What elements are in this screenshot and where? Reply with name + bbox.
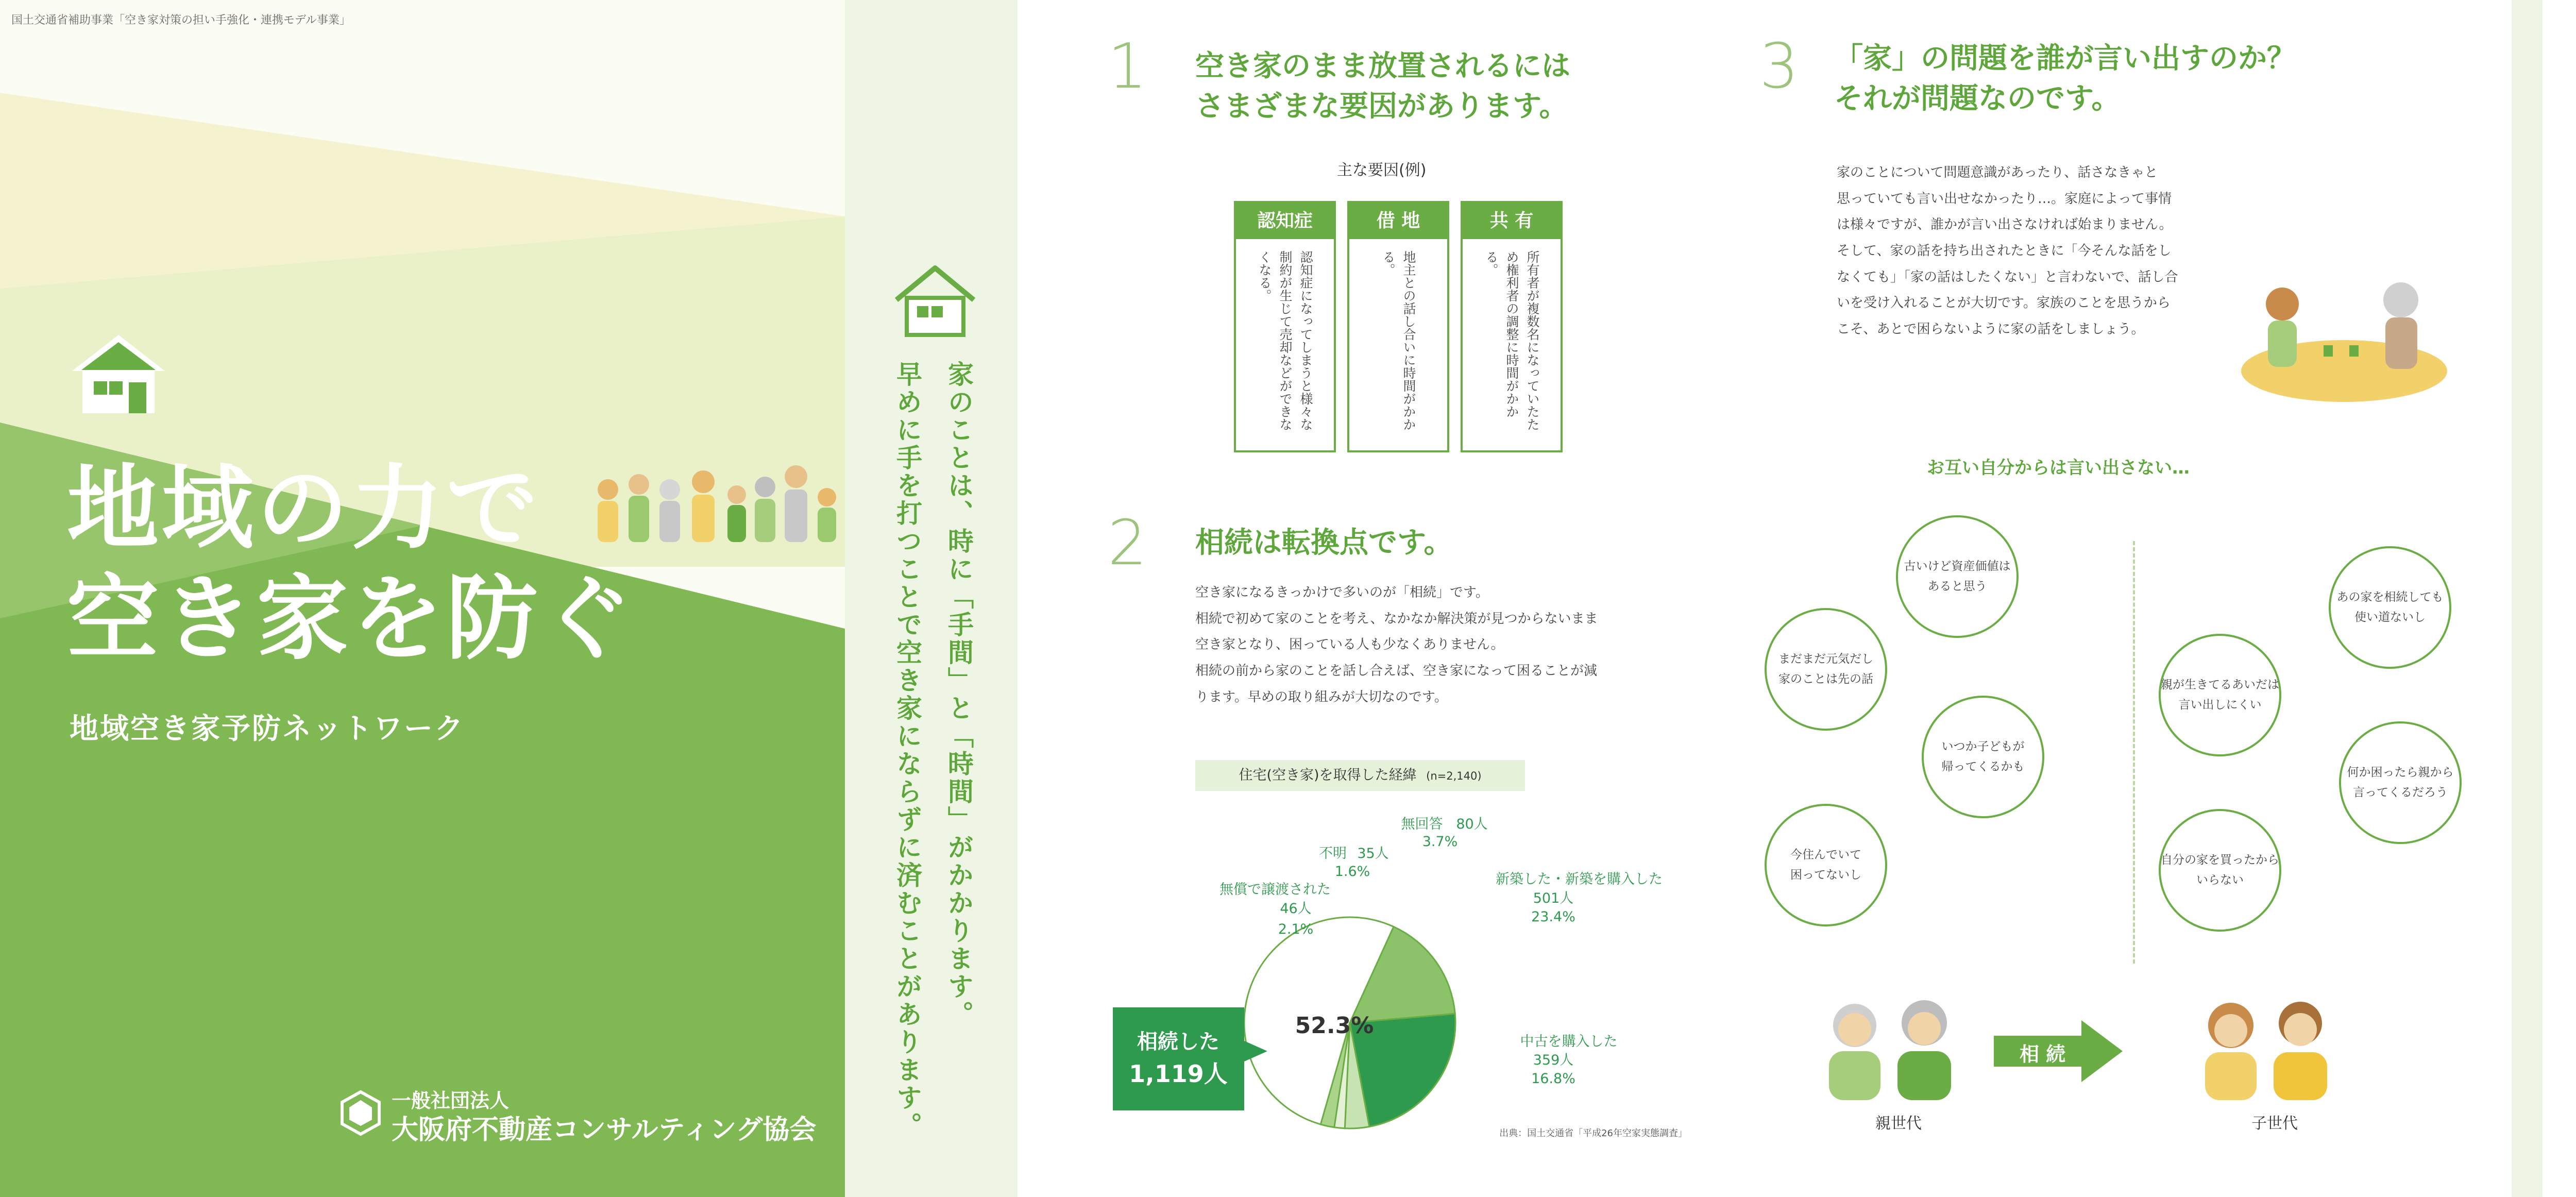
body-line: 家のことについて問題意識があったり、話さなきゃと <box>1837 165 2158 180</box>
cover-subtitle: 地域空き家予防ネットワーク <box>70 712 465 746</box>
slice-count: 501人 <box>1533 890 1574 906</box>
callout-line2: 1,119人 <box>1129 1060 1228 1088</box>
vertical-line2: 早めに手を打つことで空き家にならずに済むことがあります。 <box>892 361 922 1140</box>
section3-heading-line1: 「家」の問題を誰が言い出すのか？ <box>1834 42 2296 75</box>
acquisition-pie-chart <box>1018 814 1741 1185</box>
section1-heading-line1: 空き家のまま放置されるには <box>1195 49 1570 83</box>
chart-caption: 住宅(空き家)を取得した経緯 <box>1239 767 1417 783</box>
funding-note: 国土交通省補助事業「空き家対策の担い手強化・連携モデル事業」 <box>11 14 351 27</box>
body-line: 空き家となり、困っている人も少なくありません。 <box>1195 637 1504 653</box>
child-label: 子世代 <box>2251 1115 2298 1133</box>
section4-panel <box>2543 0 2576 1197</box>
chart-caption-bar <box>1195 760 1525 791</box>
cause-label: 借 地 <box>1349 203 1447 239</box>
slice-name: 不明 <box>1319 846 1347 862</box>
cover-panel <box>0 0 845 1197</box>
section2-number: 2 <box>1108 508 1147 579</box>
section1-number: 1 <box>1108 31 1147 103</box>
chart-n: (n=2,140) <box>1426 770 1482 782</box>
association-logo <box>340 1090 381 1136</box>
bubbles-title: お互い自分からは言い出さない… <box>1927 458 2190 478</box>
slice-value: 16.8% <box>1531 1071 1575 1087</box>
slice-value: 2.1% <box>1278 921 1314 937</box>
slice-value: 23.4% <box>1531 909 1575 925</box>
slice-value: 3.7% <box>1422 834 1458 850</box>
section3-heading <box>1834 39 2296 120</box>
parent-bubble: 古いけど資産価値は あると思う <box>1896 515 2019 638</box>
cause-text: 地主との話し合いに時間がかかる。 <box>1381 250 1416 431</box>
section1-2-panel <box>1018 0 1741 1197</box>
child-bubble: 自分の家を買ったから いらない <box>2159 809 2281 932</box>
parent-bubble: いつか子どもが 帰ってくるかも <box>1922 696 2044 818</box>
section3-body <box>1837 160 2208 343</box>
section1-heading <box>1195 46 1570 127</box>
arrow-label: 相 続 <box>2020 1043 2066 1066</box>
parents-illustration <box>1814 994 1968 1103</box>
cause-text: 認知症になってしまうと様々な制約が生じて売却などができなくなる。 <box>1257 250 1313 431</box>
child-bubble: あの家を相続しても 使い道ないし <box>2329 546 2451 669</box>
slice-count: 46人 <box>1280 901 1312 917</box>
body-line: こそ、あとで困らないように家の話をしましょう。 <box>1837 322 2145 338</box>
org-prefix: 一般社団法人 <box>392 1089 510 1112</box>
vertical-message-panel <box>845 0 1018 1197</box>
cover-title-line1: 地域の力で <box>67 455 541 562</box>
body-line: なくても」「家の話はしたくない」と言わないで、話し合 <box>1837 269 2178 285</box>
inherit-callout-box <box>1113 1007 1244 1110</box>
chart-source: 出典：国土交通省「平成26年空家実態調査」 <box>1499 1128 1687 1139</box>
section3-heading-line2: それが問題なのです。 <box>1834 82 2121 116</box>
cause-card <box>1347 201 1449 452</box>
slice-name: 新築した・新築を購入した <box>1496 871 1663 887</box>
body-line: そして、家の話を持ち出されたときに「今そんな話をし <box>1837 243 2172 259</box>
slice-name: 無償で譲渡された <box>1219 882 1331 898</box>
slice-name: 中古を購入した <box>1520 1034 1618 1050</box>
section1-heading-line2: さまざまな要因があります。 <box>1195 90 1568 124</box>
pie-center-label: 52.3% <box>1295 1013 1374 1039</box>
family-talk-illustration <box>2236 268 2452 402</box>
section3-panel <box>1741 0 2512 1197</box>
cause-label: 共 有 <box>1463 203 1561 239</box>
divider <box>2133 541 2135 964</box>
body-line: 思っていても言い出せなかったり…。家庭によって事情 <box>1837 191 2172 207</box>
slice-name: 無回答 <box>1401 816 1443 832</box>
slice-count: 80人 <box>1456 816 1488 832</box>
section2-body <box>1195 580 1710 710</box>
body-line: は様々ですが、誰かが言い出さなければ始まりません。 <box>1837 217 2173 233</box>
body-line: いを受け入れることが大切です。家族のことを思うから <box>1837 295 2171 311</box>
cause-label: 認知症 <box>1236 203 1334 239</box>
parent-bubble: まだまだ元気だし 家のことは先の話 <box>1765 608 1887 731</box>
parent-label: 親世代 <box>1875 1115 1922 1133</box>
vertical-line1: 家のことは、時に「手間」と「時間」がかかります。 <box>944 361 974 1029</box>
body-line: 空き家になるきっかけで多いのが「相続」です。 <box>1195 585 1489 600</box>
cause-card <box>1234 201 1336 452</box>
callout-line1: 相続した <box>1137 1030 1219 1054</box>
child-bubble: 親が生きてるあいだは 言い出しにくい <box>2159 634 2281 756</box>
child-bubble: 何か困ったら親から 言ってくるだろう <box>2339 721 2462 844</box>
children-illustration <box>2190 994 2344 1103</box>
cover-title-line2: 空き家を防ぐ <box>67 565 636 672</box>
cause-text: 所有者が複数名になっていたため権利者の調整に時間がかかる。 <box>1484 250 1540 431</box>
slice-count: 35人 <box>1357 846 1389 862</box>
house-icon <box>67 330 170 417</box>
section2-heading: 相続は転換点です。 <box>1195 526 1453 560</box>
slice-value: 1.6% <box>1334 864 1370 880</box>
body-line: 相続の前から家のことを話し合えば、空き家になって困ることが減 <box>1195 663 1598 679</box>
cause-card <box>1461 201 1563 452</box>
house-outline-icon <box>891 263 979 340</box>
body-line: ります。早めの取り組みが大切なのです。 <box>1195 689 1448 705</box>
parent-bubble: 今住んでいて 困ってないし <box>1765 804 1887 926</box>
section3-number: 3 <box>1759 31 1799 103</box>
body-line: 相続で初めて家のことを考え、なかなか解決策が見つからないまま <box>1195 611 1598 627</box>
causes-title: 主な要因(例) <box>1337 161 1427 179</box>
org-name: 大阪府不動産コンサルティング協会 <box>392 1115 817 1145</box>
slice-count: 359人 <box>1533 1052 1574 1068</box>
cover-title <box>67 453 636 673</box>
